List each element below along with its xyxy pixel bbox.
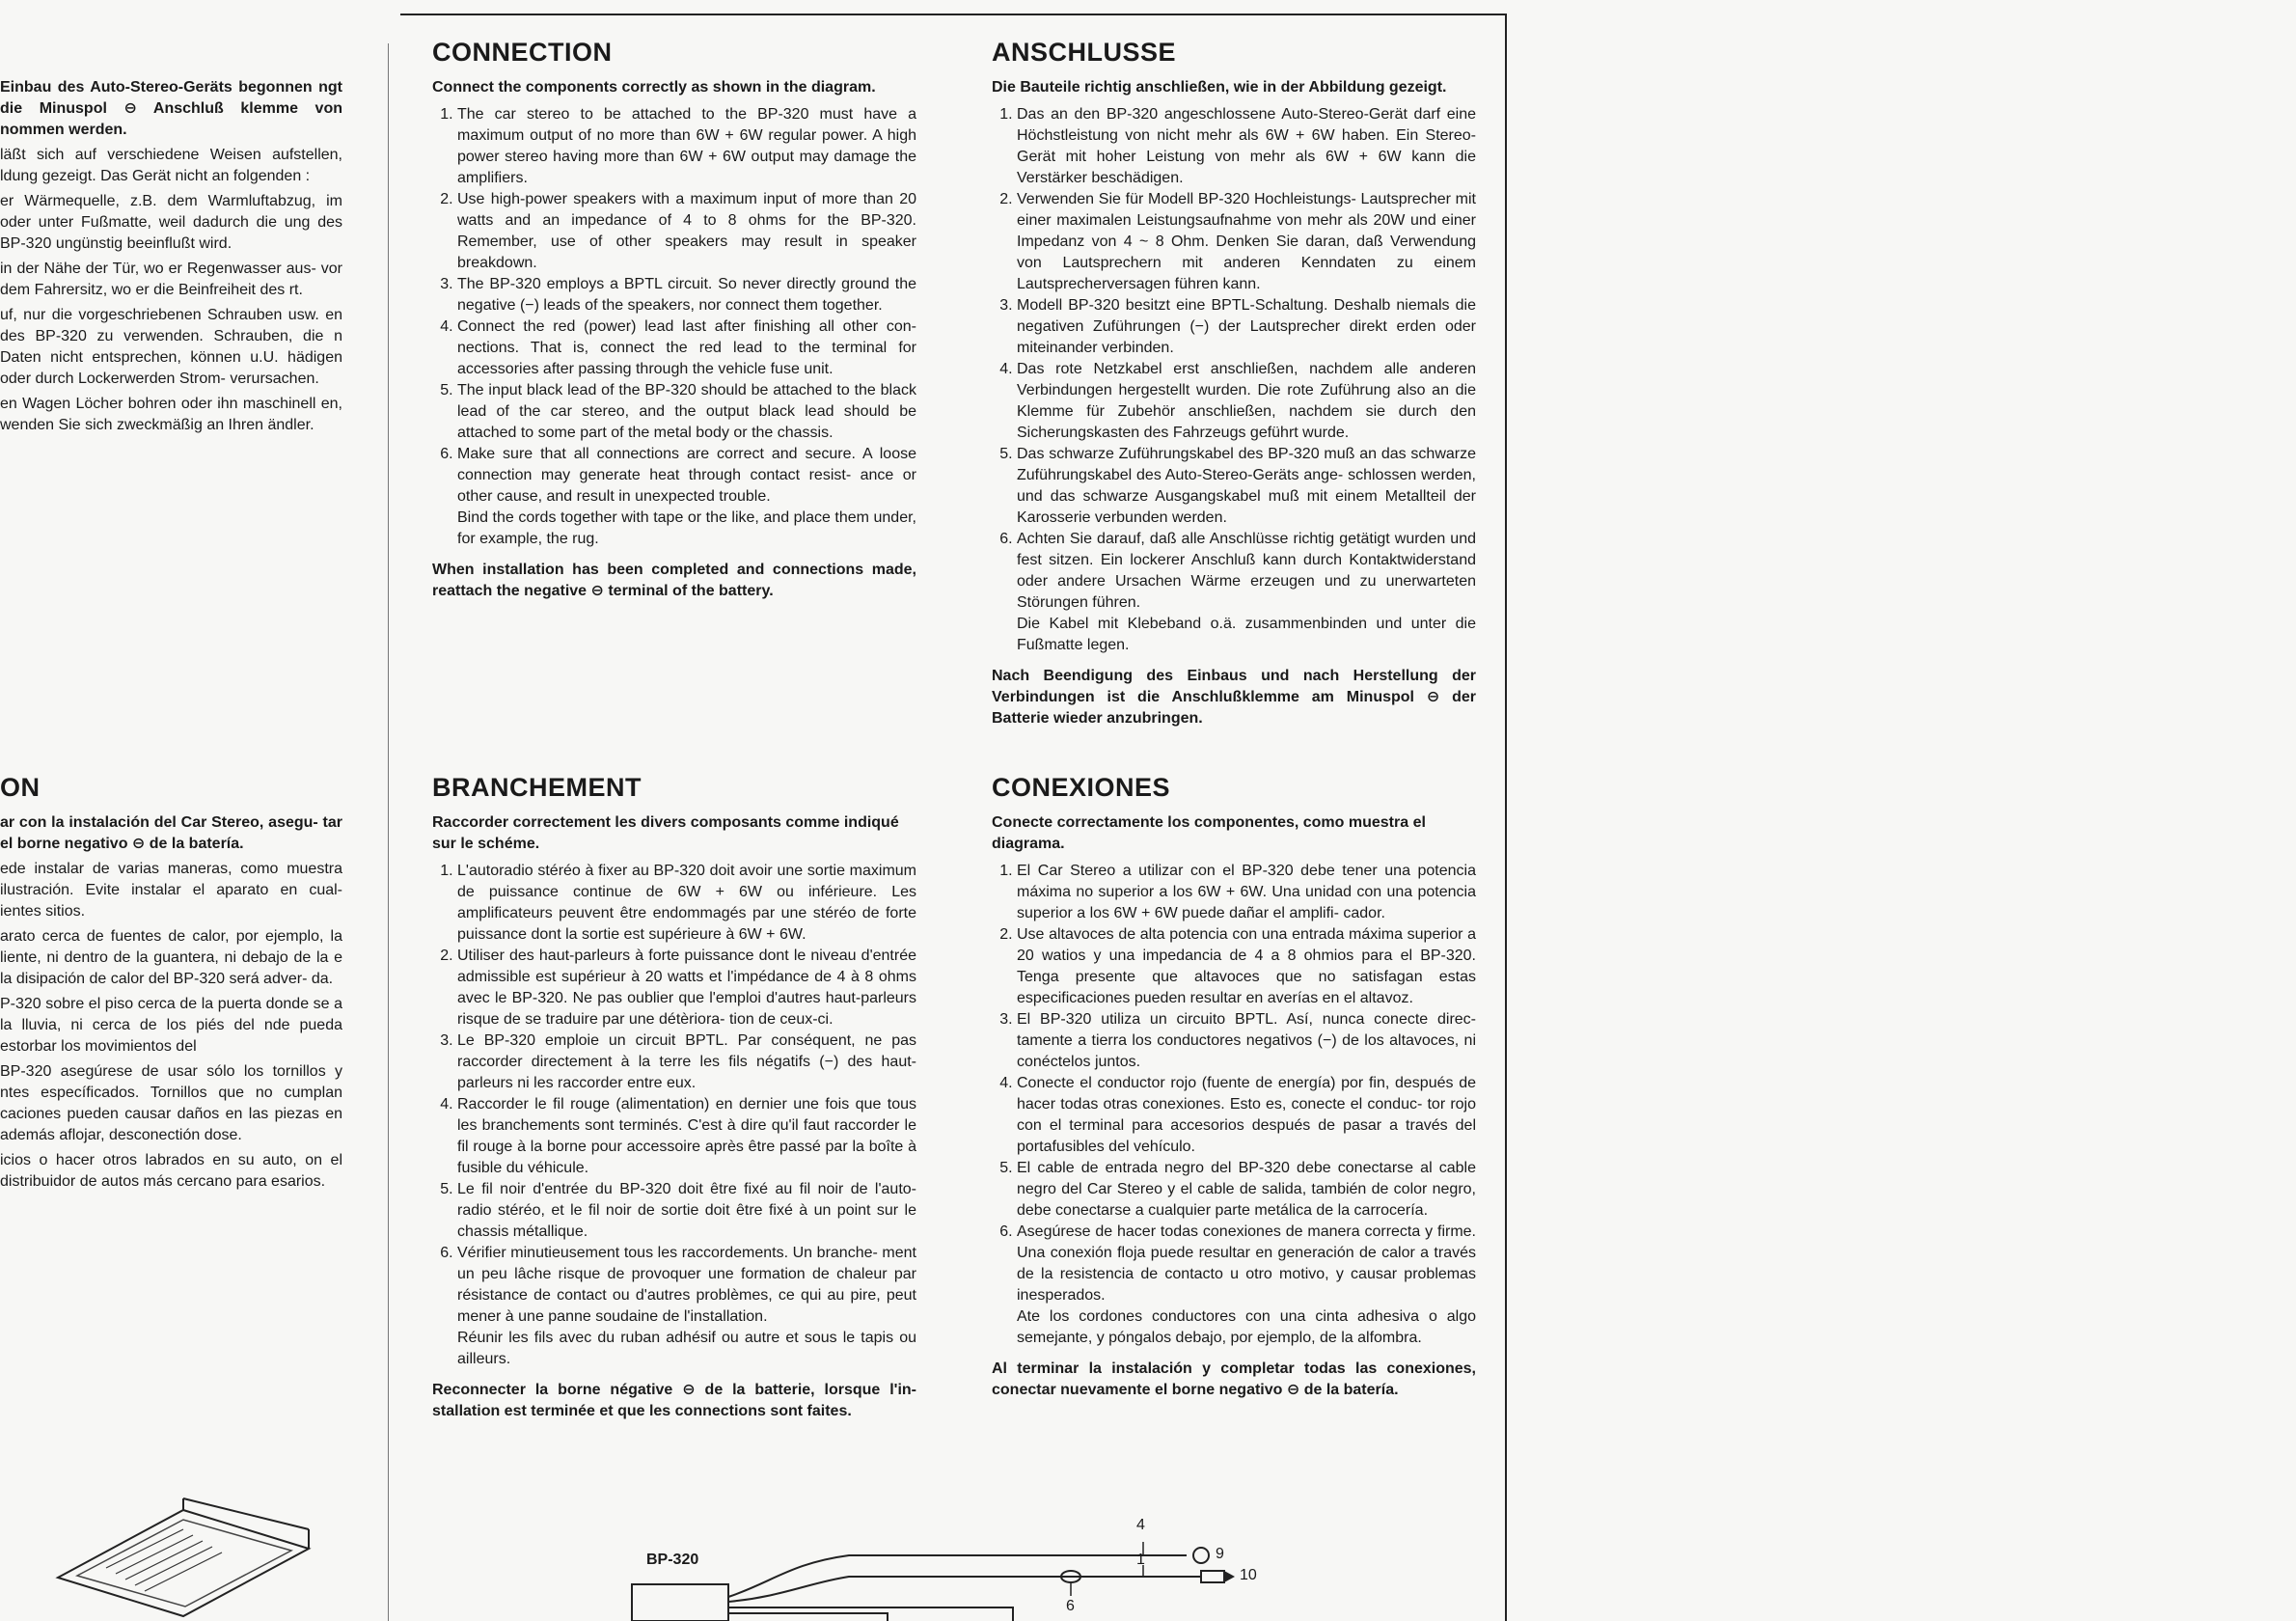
connection-item: 1. The car stereo to be attached to the BP-320 must have a maximum output of no more than 6W + 6W regular power. A high power stereo having more than 6W + 6W output may damage the amplifiers. <box>457 104 916 189</box>
connection-list <box>432 104 916 508</box>
anschlusse-heading: ANSCHLUSSE <box>992 38 1177 67</box>
callout-9: 9 <box>1216 1546 1224 1562</box>
branchement-list <box>432 861 916 1328</box>
wiring-lines <box>617 1505 1273 1621</box>
anschlusse-list <box>992 104 1476 614</box>
left-spanish-para: arato cerca de fuentes de calor, por ejemplo, la liente, ni dentro de la guantera, ni debajo de la e la disipación de calor del BP-320 será adver- da. <box>0 928 342 987</box>
branchement-item: 2. Utiliser des haut-parleurs à forte puissance dont le niveau d'entrée admissible est supérieur à 20 watts et l'impédance de 4 à 8 ohms avec le BP-320. Ne pas oublier que l'emploi d'autres haut-parleurs risque de se traduire par une détèriora- tion de ceux-ci. <box>457 946 916 1030</box>
branchement-lead: Raccorder correctement les divers composants comme indiqué sur le schéme. <box>432 814 899 852</box>
anschlusse-item: 4. Das rote Netzkabel erst anschließen, nachdem alle anderen Verbindungen hergestellt wurden. Die rote Zuführung also an die Klemme für Zubehör anschließen, nachdem sie durch den Sicherungskasten des Fahrzeugs geführt wurde. <box>1017 359 1476 444</box>
connection-item: 6. Make sure that all connections are correct and secure. A loose connection may generate heat through contact resist- ance or other cause, and result in unexpected trouble. <box>457 444 916 508</box>
branchement-item: 3. Le BP-320 emploie un circuit BPTL. Par conséquent, ne pas raccorder directement à la terre les fils négatifs (−) des haut- parleurs ni les raccorder entre eux. <box>457 1030 916 1094</box>
left-german-para: en Wagen Löcher bohren oder ihn maschinell en, wenden Sie sich zweckmäßig an Ihren ändler. <box>0 396 342 433</box>
conexiones-list <box>992 861 1476 1306</box>
connection-item: 4. Connect the red (power) lead last after finishing all other con- nections. That is, connect the red lead to the terminal for accessories after passing through the vehicle fuse unit. <box>457 316 916 380</box>
anschlusse-closing: Nach Beendigung des Einbaus und nach Herstellung der Verbindungen ist die Anschlußklemme am Minuspol ⊖ der Batterie wieder anzubringen. <box>992 668 1476 727</box>
anschlusse-note: Die Kabel mit Klebeband o.ä. zusammenbinden und unter die Fußmatte legen. <box>1017 616 1476 653</box>
conexiones-item: 3. El BP-320 utiliza un circuito BPTL. Así, nunca conecte direc- tamente a tierra los conductores negativos (−) de los altavoces, ni conéctelos juntos. <box>1017 1009 1476 1073</box>
left-spanish-heading: ON <box>0 773 41 802</box>
anschlusse-item: 3. Modell BP-320 besitzt eine BPTL-Schaltung. Deshalb niemals die negativen Zuführungen (−) der Lautsprecher direkt erden oder miteinander verbinden. <box>1017 295 1476 359</box>
anschlusse-lead: Die Bauteile richtig anschließen, wie in der Abbildung gezeigt. <box>992 79 1447 96</box>
conexiones-item: 4. Conecte el conductor rojo (fuente de energía) por fin, después de hacer todas otras conexiones. Esto es, conecte el conduc- tor rojo con el terminal para accesorios después de pasar a través del portafusibles del vehículo. <box>1017 1073 1476 1158</box>
callout-6: 6 <box>1066 1598 1075 1614</box>
branchement-closing: Reconnecter la borne négative ⊖ de la batterie, lorsque l'in- stallation est terminée et que les connections sont faites. <box>432 1382 916 1419</box>
conexiones-lead: Conecte correctamente los componentes, como muestra el diagrama. <box>992 814 1426 852</box>
connection-section <box>432 37 916 602</box>
branchement-section <box>432 772 916 1422</box>
anschlusse-item: 1. Das an den BP-320 angeschlossene Auto-Stereo-Gerät darf eine Höchstleistung von nicht mehr als 6W + 6W haben. Ein Stereo-Gerät mit hoher Leistung von mehr als 6W + 6W kann die Verstärker beschädigen. <box>1017 104 1476 189</box>
left-german-lead: Einbau des Auto-Stereo-Geräts begonnen ngt die Minuspol ⊖ Anschluß klemme von nommen werden. <box>0 79 342 138</box>
left-column-divider <box>388 43 389 1621</box>
left-spanish-lead: ar con la instalación del Car Stereo, asegu- tar el borne negativo ⊖ de la batería. <box>0 814 342 852</box>
connection-closing: When installation has been completed and connections made, reattach the negative ⊖ terminal of the battery. <box>432 562 916 599</box>
branchement-item: 6. Vérifier minutieusement tous les raccordements. Un branche- ment un peu lâche risque de provoquer une formation de chaleur par résistance de contact ou d'autres problèmes, ce qui au pire, peut mener à une panne soudaine de l'installation. <box>457 1243 916 1328</box>
left-spanish-para: BP-320 asegúrese de usar sólo los tornillos y ntes específicados. Tornillos que no cumplan caciones pueden causar daños en las piezas en además aflojar, desconectión dose. <box>0 1063 342 1143</box>
left-german-para: in der Nähe der Tür, wo er Regenwasser aus- vor dem Fahrersitz, wo er die Beinfreiheit des rt. <box>0 261 342 298</box>
branchement-heading: BRANCHEMENT <box>432 773 642 802</box>
bp320-unit-label: BP-320 <box>646 1552 699 1568</box>
callout-10: 10 <box>1240 1567 1257 1583</box>
top-frame-rule <box>400 14 1506 15</box>
left-german-para: uf, nur die vorgeschriebenen Schrauben usw. en des BP-320 zu verwenden. Schrauben, die n Daten nicht entsprechen, können u.U. hädigen oder durch Lockerwerden Strom- verursachen. <box>0 307 342 387</box>
left-german-para: er Wärmequelle, z.B. dem Warmluftabzug, im oder unter Fußmatte, weil dadurch die ung des BP-320 ungünstig beeinflußt wird. <box>0 193 342 252</box>
connection-item: 3. The BP-320 employs a BPTL circuit. So never directly ground the negative (−) leads of the speakers, nor connect them together. <box>457 274 916 316</box>
left-spanish-para: P-320 sobre el piso cerca de la puerta donde se a la lluvia, ni cerca de los piés del nde pueda estorbar los movimientos del <box>0 996 342 1055</box>
left-spanish-para: ede instalar de varias maneras, como muestra ilustración. Evite instalar el aparato en cual- ientes sitios. <box>0 861 342 920</box>
branchement-item: 4. Raccorder le fil rouge (alimentation) en dernier une fois que tous les branchements sont terminés. C'est à dire qu'il faut raccorder le fil rouge à la borne pour accessoire après être passé par la boîte à fusible du véhicule. <box>457 1094 916 1179</box>
left-fragment-german <box>0 77 342 440</box>
wiring-diagram <box>617 1505 1273 1621</box>
conexiones-closing: Al terminar la instalación y completar todas las conexiones, conectar nuevamente el borne negativo ⊖ de la batería. <box>992 1360 1476 1398</box>
connection-heading: CONNECTION <box>432 38 613 67</box>
left-german-para: läßt sich auf verschiedene Weisen aufstellen, ldung gezeigt. Das Gerät nicht an folgenden : <box>0 147 342 184</box>
conexiones-note: Ate los cordones conductores con una cinta adhesiva o algo semejante, y póngalos debajo, por ejemplo, de la alfombra. <box>1017 1308 1476 1346</box>
anschlusse-item: 5. Das schwarze Zuführungskabel des BP-320 muß an das schwarze Zuführungskabel des Auto-Stereo-Geräts ange- schlossen werden, und das schwarze Ausgangskabel muß mit einem Metallteil der Karosserie verbunden werden. <box>1017 444 1476 529</box>
branchement-note: Réunir les fils avec du ruban adhésif ou autre et sous le tapis ou ailleurs. <box>457 1330 916 1367</box>
left-fragment-spanish <box>0 772 342 1196</box>
anschlusse-item: 6. Achten Sie darauf, daß alle Anschlüsse richtig getätigt wurden und fest sitzen. Ein lockerer Anschluß kann durch Kontaktwiderstand oder andere Ursachen Wärme erzeugen und zu unerwarteten Störungen führen. <box>1017 529 1476 614</box>
conexiones-section <box>992 772 1476 1401</box>
connection-item: 2. Use high-power speakers with a maximum input of more than 20 watts and an impedance of 4 to 8 ohms for the BP-320. Remember, use of other speakers may result in speaker breakdown. <box>457 189 916 274</box>
branchement-item: 5. Le fil noir d'entrée du BP-320 doit être fixé au fil noir de l'auto- radio stéréo, et le fil noir de sortie doit être fixé à un point sur le chassis métallique. <box>457 1179 916 1243</box>
callout-1: 1 <box>1136 1552 1145 1568</box>
connection-note: Bind the cords together with tape or the like, and place them under, for example, the rug. <box>457 509 916 547</box>
anschlusse-item: 2. Verwenden Sie für Modell BP-320 Hochleistungs- Lautsprecher mit einer maximalen Leistungsaufnahme von mehr als 20W und einer Impedanz von 4 ~ 8 Ohm. Denken Sie daran, daß Verwendung von Lautsprechern mit anderen Kenndaten zu einem Lautsprecherversagen führen kann. <box>1017 189 1476 295</box>
left-spanish-para: icios o hacer otros labrados en su auto, on el distribuidor de autos más cercano para esarios. <box>0 1152 342 1190</box>
branchement-item: 1. L'autoradio stéréo à fixer au BP-320 doit avoir une sortie maximum de puissance continue de 6W + 6W ou inférieure. Les amplificateurs peuvent être endommagés par une stéréo de forte puissance dont la sortie est supérieure à 6W + 6W. <box>457 861 916 946</box>
right-frame-rule <box>1505 14 1507 1621</box>
anschlusse-section <box>992 37 1476 729</box>
conexiones-heading: CONEXIONES <box>992 773 1171 802</box>
connection-lead: Connect the components correctly as shown in the diagram. <box>432 79 876 96</box>
callout-4: 4 <box>1136 1517 1145 1533</box>
conexiones-item: 5. El cable de entrada negro del BP-320 debe conectarse al cable negro del Car Stereo y el cable de salida, también de color negro, debe conectarse a cualquier parte metálica de la carrocería. <box>1017 1158 1476 1222</box>
stereo-unit-illustration <box>39 1491 328 1621</box>
conexiones-item: 1. El Car Stereo a utilizar con el BP-320 debe tener una potencia máxima no superior a los 6W + 6W. Una unidad con una potencia superior a los 6W + 6W puede dañar el amplifi- cador. <box>1017 861 1476 924</box>
conexiones-item: 2. Use altavoces de alta potencia con una entrada máxima superior a 20 watios y una impedancia de 4 a 8 ohmios para el BP-320. Tenga presente que altavoces que no satisfagan estas especificaciones pueden resultar en averías en el altavoz. <box>1017 924 1476 1009</box>
connection-item: 5. The input black lead of the BP-320 should be attached to the black lead of the car stereo, and the output black lead should be attached to some part of the metal body or the chassis. <box>457 380 916 444</box>
conexiones-item: 6. Asegúrese de hacer todas conexiones de manera correcta y firme. Una conexión floja puede resultar en generación de calor a través de la resistencia de contacto u otro motivo, y causar problemas inesperados. <box>1017 1222 1476 1306</box>
